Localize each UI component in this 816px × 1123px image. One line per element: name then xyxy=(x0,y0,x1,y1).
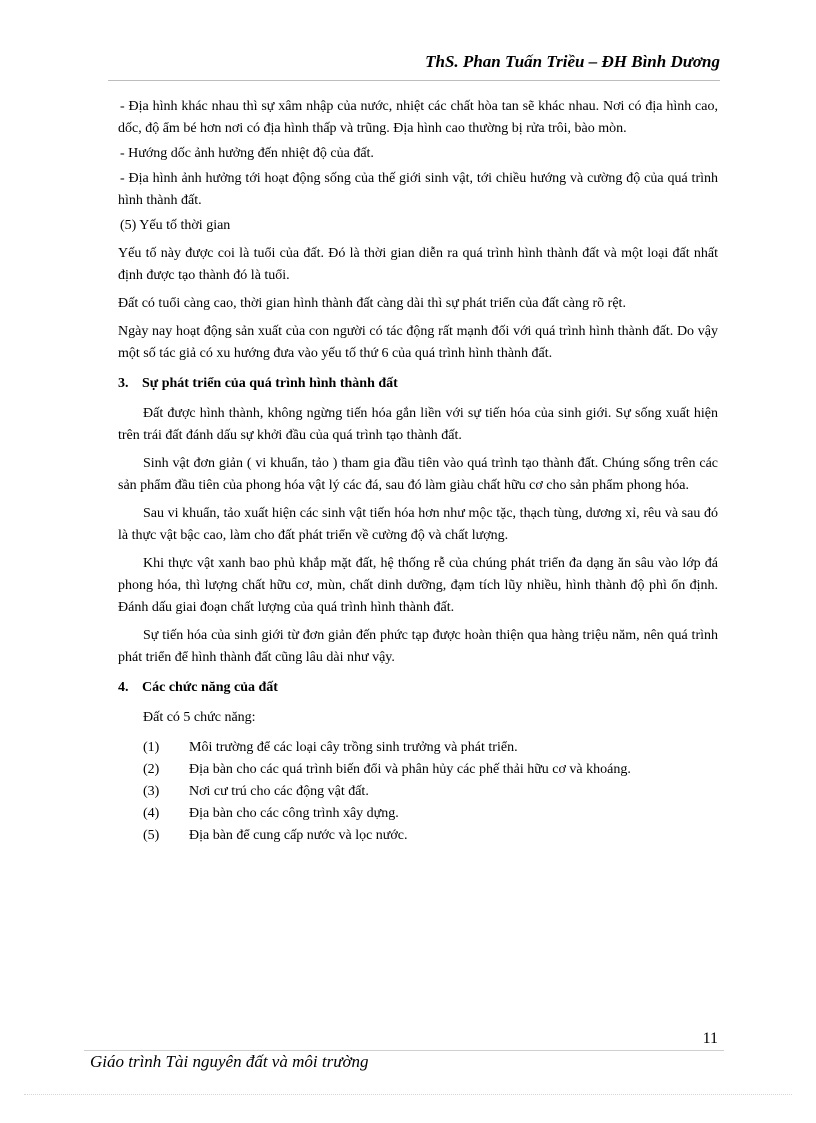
topography-bullet-2: - Hướng dốc ảnh hưởng đến nhiệt độ của đất. xyxy=(120,146,374,161)
section-3-paragraph-2: Sinh vật đơn giản ( vi khuẩn, tảo ) tham gia đầu tiên vào quá trình tạo thành đất. Chúng sống trên các sản phẩm đầu tiên của phong hóa vật lý các đá, sau đó làm giàu chất hữu cơ cho sản phẩm phong hóa. xyxy=(118,456,718,493)
time-factor-paragraph-3: Ngày nay hoạt động sản xuất của con người có tác động rất mạnh đối với quá trình hình thành đất. Do vậy một số tác giả có xu hướng đưa vào yếu tố thứ 6 của quá trình hình thành đất. xyxy=(118,324,718,361)
section-3-title: Sự phát triển của quá trình hình thành đất xyxy=(142,376,398,391)
footer-divider xyxy=(84,1050,724,1051)
list-item-text: Địa bàn để cung cấp nước và lọc nước. xyxy=(189,828,408,843)
list-item-number: (5) xyxy=(143,828,160,843)
section-3-heading xyxy=(118,373,718,395)
list-item-text: Địa bàn cho các quá trình biến đổi và phân hủy các phế thải hữu cơ và khoáng. xyxy=(189,762,631,777)
section-3-paragraph-5: Sự tiến hóa của sinh giới từ đơn giản đến phức tạp được hoàn thiện qua hàng triệu năm, nên quá trình phát triển để hình thành đất cũng lâu dài như vậy. xyxy=(118,628,718,665)
list-item-number: (2) xyxy=(143,762,160,777)
time-factor-heading: (5) Yếu tố thời gian xyxy=(120,218,231,233)
topography-bullet-1: - Địa hình khác nhau thì sự xâm nhập của nước, nhiệt các chất hòa tan sẽ khác nhau. Nơi có địa hình cao, dốc, độ ẩm bé hơn nơi có địa hình thấp và trũng. Địa hình cao thường bị rửa trôi, bào mòn. xyxy=(118,99,718,136)
list-item-number: (4) xyxy=(143,806,160,821)
list-item-number: (3) xyxy=(143,784,160,799)
time-factor-paragraph-1: Yếu tố này được coi là tuổi của đất. Đó là thời gian diễn ra quá trình hình thành đất và một loại đất nhất định được tạo thành đó là tuổi. xyxy=(118,246,718,283)
section-4-intro: Đất có 5 chức năng: xyxy=(143,710,256,725)
page-edge-divider xyxy=(24,1094,792,1095)
page-number: 11 xyxy=(702,1030,718,1047)
list-item xyxy=(143,803,718,825)
list-item-text: Môi trường để các loại cây trồng sinh trưởng và phát triển. xyxy=(189,740,518,755)
list-item xyxy=(143,781,718,803)
section-3-paragraph-1: Đất được hình thành, không ngừng tiến hóa gắn liền với sự tiến hóa của sinh giới. Sự sống xuất hiện trên trái đất đánh dấu sự khởi đầu của quá trình tạo thành đất. xyxy=(118,406,718,443)
list-item-text: Địa bàn cho các công trình xây dựng. xyxy=(189,806,399,821)
list-item-number: (1) xyxy=(143,740,160,755)
page-body xyxy=(118,96,718,847)
header-divider xyxy=(108,80,720,81)
topography-bullet-3: - Địa hình ảnh hưởng tới hoạt động sống của thế giới sinh vật, tới chiều hướng và cường độ của quá trình hình thành đất. xyxy=(118,171,718,208)
page-footer: Giáo trình Tài nguyên đất và môi trường xyxy=(90,1052,369,1071)
section-4-title: Các chức năng của đất xyxy=(142,680,278,695)
section-4-number: 4. xyxy=(118,680,129,695)
section-4-heading xyxy=(118,677,718,699)
list-item xyxy=(143,737,718,759)
section-3-number: 3. xyxy=(118,376,129,391)
list-item xyxy=(143,825,718,847)
page-header: ThS. Phan Tuấn Triều – ĐH Bình Dương xyxy=(425,52,720,71)
list-item-text: Nơi cư trú cho các động vật đất. xyxy=(189,784,369,799)
time-factor-paragraph-2: Đất có tuổi càng cao, thời gian hình thành đất càng dài thì sự phát triển của đất càng rõ rệt. xyxy=(118,296,626,311)
section-3-paragraph-4: Khi thực vật xanh bao phủ khắp mặt đất, hệ thống rễ của chúng phát triển đa dạng ăn sâu vào lớp đá phong hóa, thì lượng chất hữu cơ, mùn, chất dinh dưỡng, đạm tích lũy nhiều, hình thành độ phì ổn định. Đánh dấu giai đoạn chất lượng của quá trình hình thành đất. xyxy=(118,556,718,615)
section-3-paragraph-3: Sau vi khuẩn, tảo xuất hiện các sinh vật tiến hóa hơn như mộc tặc, thạch tùng, dương xỉ, rêu và sau đó là thực vật bậc cao, làm cho đất phát triển về cường độ và chất lượng. xyxy=(118,506,718,543)
list-item xyxy=(143,759,718,781)
soil-functions-list xyxy=(118,737,718,847)
